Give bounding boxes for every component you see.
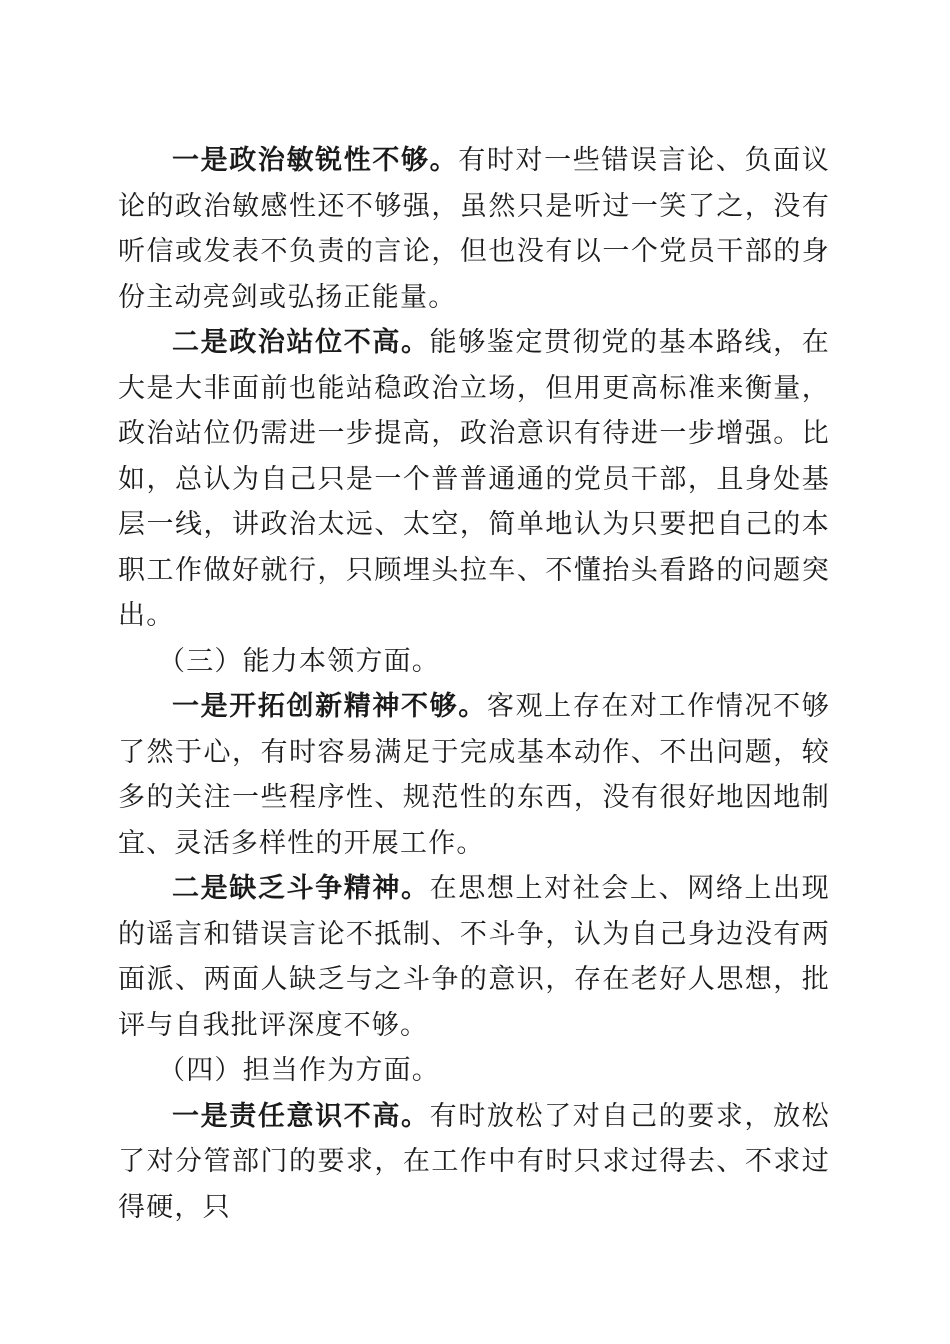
paragraph-innovation-spirit <box>118 684 830 866</box>
paragraph-lead: 一是责任意识不高。 <box>172 1100 430 1132</box>
paragraph-fighting-spirit <box>118 866 830 1048</box>
paragraph-body: 能够鉴定贯彻党的基本路线，在大是大非面前也能站稳政治立场，但用更高标准来衡量，政治站位仍需进一步提高，政治意识有待进一步增强。比如，总认为自己只是一个普普通通的党员干部，且身处基层一线，讲政治太远、太空，简单地认为只要把自己的本职工作做好就行，只顾埋头拉车、不懂抬头看路的问题突出。 <box>118 327 830 631</box>
section-heading-responsibility: （四）担当作为方面。 <box>158 1055 440 1086</box>
paragraph-lead: 一是开拓创新精神不够。 <box>172 691 487 722</box>
paragraph-lead: 二是政治站位不高。 <box>172 327 430 358</box>
paragraph-body: 客观上存在对工作情况不够了然于心，有时容易满足于完成基本动作、不出问题，较多的关注一些程序性、规范性的东西，没有很好地因地制宜、灵活多样性的开展工作。 <box>118 691 831 859</box>
paragraph-sense-of-responsibility <box>118 1094 830 1231</box>
paragraph-body: 在思想上对社会上、网络上出现的谣言和错误言论不抵制、不斗争，认为自己身边没有两面派、两面人缺乏与之斗争的意识，存在老好人思想，批评与自我批评深度不够。 <box>118 873 830 1041</box>
section-heading-ability: （三）能力本领方面。 <box>158 645 440 677</box>
paragraph-political-stance <box>118 320 830 639</box>
paragraph-lead: 一是政治敏锐性不够。 <box>172 145 459 176</box>
paragraph-body: 有时放松了对自己的要求，放松了对分管部门的要求，在工作中有时只求过得去、不求过得硬，只 <box>118 1100 830 1223</box>
paragraph-political-sensitivity <box>118 138 830 320</box>
paragraph-body: 有时对一些错误言论、负面议论的政治敏感性还不够强，虽然只是听过一笑了之，没有听信或发表不负责的言论，但也没有以一个党员干部的身份主动亮剑或弘扬正能量。 <box>118 145 831 313</box>
document-page <box>118 138 830 1230</box>
paragraph-lead: 二是缺乏斗争精神。 <box>172 873 430 904</box>
